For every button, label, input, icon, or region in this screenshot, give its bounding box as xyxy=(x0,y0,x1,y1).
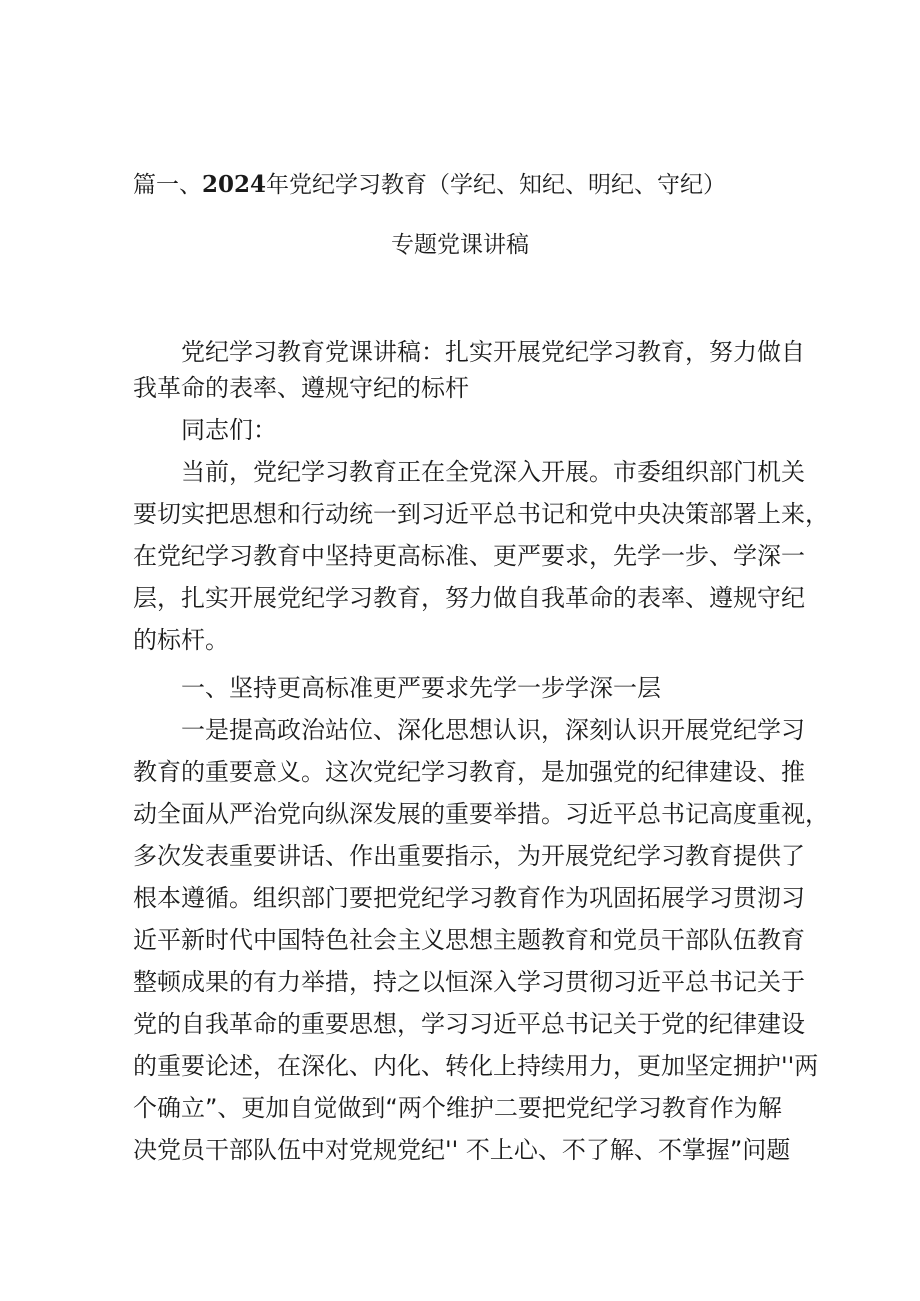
title-suffix: 年党纪学习教育（学纪、知纪、明纪、守纪） xyxy=(266,172,727,198)
paragraph-line: 整顿成果的有力举措，持之以恒深入学习贯彻习近平总书记关于 xyxy=(133,968,805,996)
title-year: 2024 xyxy=(202,171,267,198)
paragraph-line: 在党纪学习教育中坚持更高标准、更严要求，先学一步、学深一 xyxy=(133,542,805,570)
paragraph-line: 要切实把思想和行动统一到习近平总书记和党中央决策部署上来， xyxy=(133,500,829,528)
section-heading: 一、坚持更高标准更严要求先学一步学深一层 xyxy=(181,674,661,702)
paragraph-line: 动全面从严治党向纵深发展的重要举措。习近平总书记高度重视， xyxy=(133,800,829,828)
paragraph-line: 的标杆。 xyxy=(133,626,229,654)
paragraph-line: 教育的重要意义。这次党纪学习教育，是加强党的纪律建设、推 xyxy=(133,758,805,786)
paragraph-line: 当前，党纪学习教育正在全党深入开展。市委组织部门机关 xyxy=(181,458,805,486)
speech-heading-line-1: 党纪学习教育党课讲稿：扎实开展党纪学习教育，努力做自 xyxy=(181,338,805,366)
paragraph-line: 根本遵循。组织部门要把党纪学习教育作为巩固拓展学习贯沏习 xyxy=(133,884,805,912)
paragraph-line: 近平新时代中国特色社会主义思想主题教育和党员干部队伍教育 xyxy=(133,926,805,954)
speech-heading-line-2: 我革命的表率、遵规守纪的标杆 xyxy=(133,374,469,402)
title-prefix: 篇一、 xyxy=(133,172,202,198)
paragraph-line: 的重要论述，在深化、内化、转化上持续用力，更加坚定拥护''两 xyxy=(133,1052,819,1080)
document-subtitle: 专题党课讲稿 xyxy=(391,232,529,258)
paragraph-line: 党的自我革命的重要思想，学习习近平总书记关于党的纪律建设 xyxy=(133,1010,805,1038)
paragraph-line: 决党员干部队伍中对党规党纪'' 不上心、不了解、不掌握”问题 xyxy=(133,1136,791,1164)
paragraph-line: 一是提高政治站位、深化思想认识，深刻认识开展党纪学习 xyxy=(181,716,805,744)
salutation: 同志们： xyxy=(181,416,277,444)
document-title xyxy=(133,168,726,202)
paragraph-line: 层，扎实开展党纪学习教育，努力做自我革命的表率、遵规守纪 xyxy=(133,584,805,612)
paragraph-line: 多次发表重要讲话、作出重要指示，为开展党纪学习教育提供了 xyxy=(133,842,805,870)
paragraph-line: 个确立”、更加自觉做到“两个维护二要把党纪学习教育作为解 xyxy=(133,1094,782,1122)
